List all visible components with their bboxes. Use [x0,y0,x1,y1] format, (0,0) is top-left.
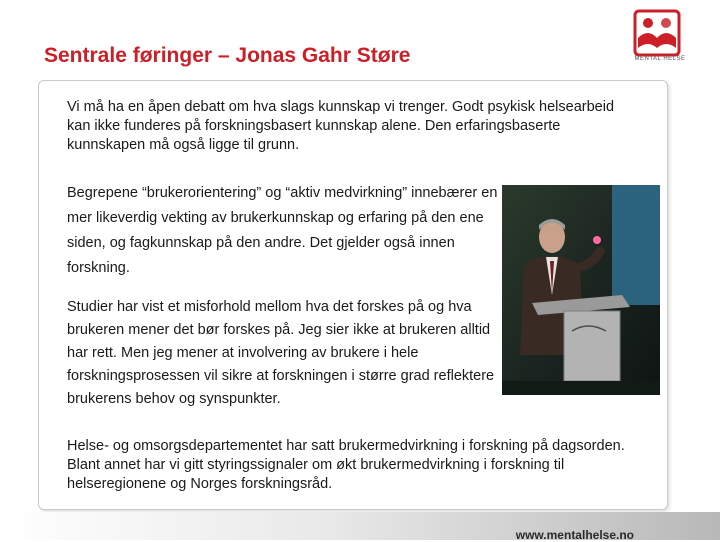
speaker-photo [502,185,660,395]
footer-url[interactable]: www.mentalhelse.no [515,528,634,542]
paragraph-3: Studier har vist et misforhold mellom hva det forskes på og hva brukeren mener det bør forskes på. Jeg sier ikke at brukeren alltid har rett. Men jeg mener at involvering av brukere i hele forskningsprosessen vil sikre at forskningen i større grad reflektere brukerens behov og synspunkter. [67,299,495,407]
paragraph-2: Begrepene “brukerorientering” og “aktiv medvirkning” innebærer en mer likeverdig vekting av brukerkunnskap og erfaring på den ene siden, og fagkunnskap på den andre. Det gjelder også innen forskning. [67,185,498,276]
paragraph-4: Helse- og omsorgsdepartementet har satt brukermedvirkning i forskning på dagsorden. Blant annet har vi gitt styringssignaler om økt brukermedvirkning i forskning til helseregionene og Norges forskningsråd. [67,438,625,492]
paragraph-1: Vi må ha en åpen debatt om hva slags kunnskap vi trenger. Godt psykisk helsearbeid kan ikke funderes på forskningsbasert kunnskap alene. Den erfaringsbaserte kunnskapen må også ligge til grunn. [67,99,615,153]
logo-text: MENTAL HELSE [634,56,686,62]
slide-title: Sentrale føringer – Jonas Gahr Støre [44,44,411,67]
